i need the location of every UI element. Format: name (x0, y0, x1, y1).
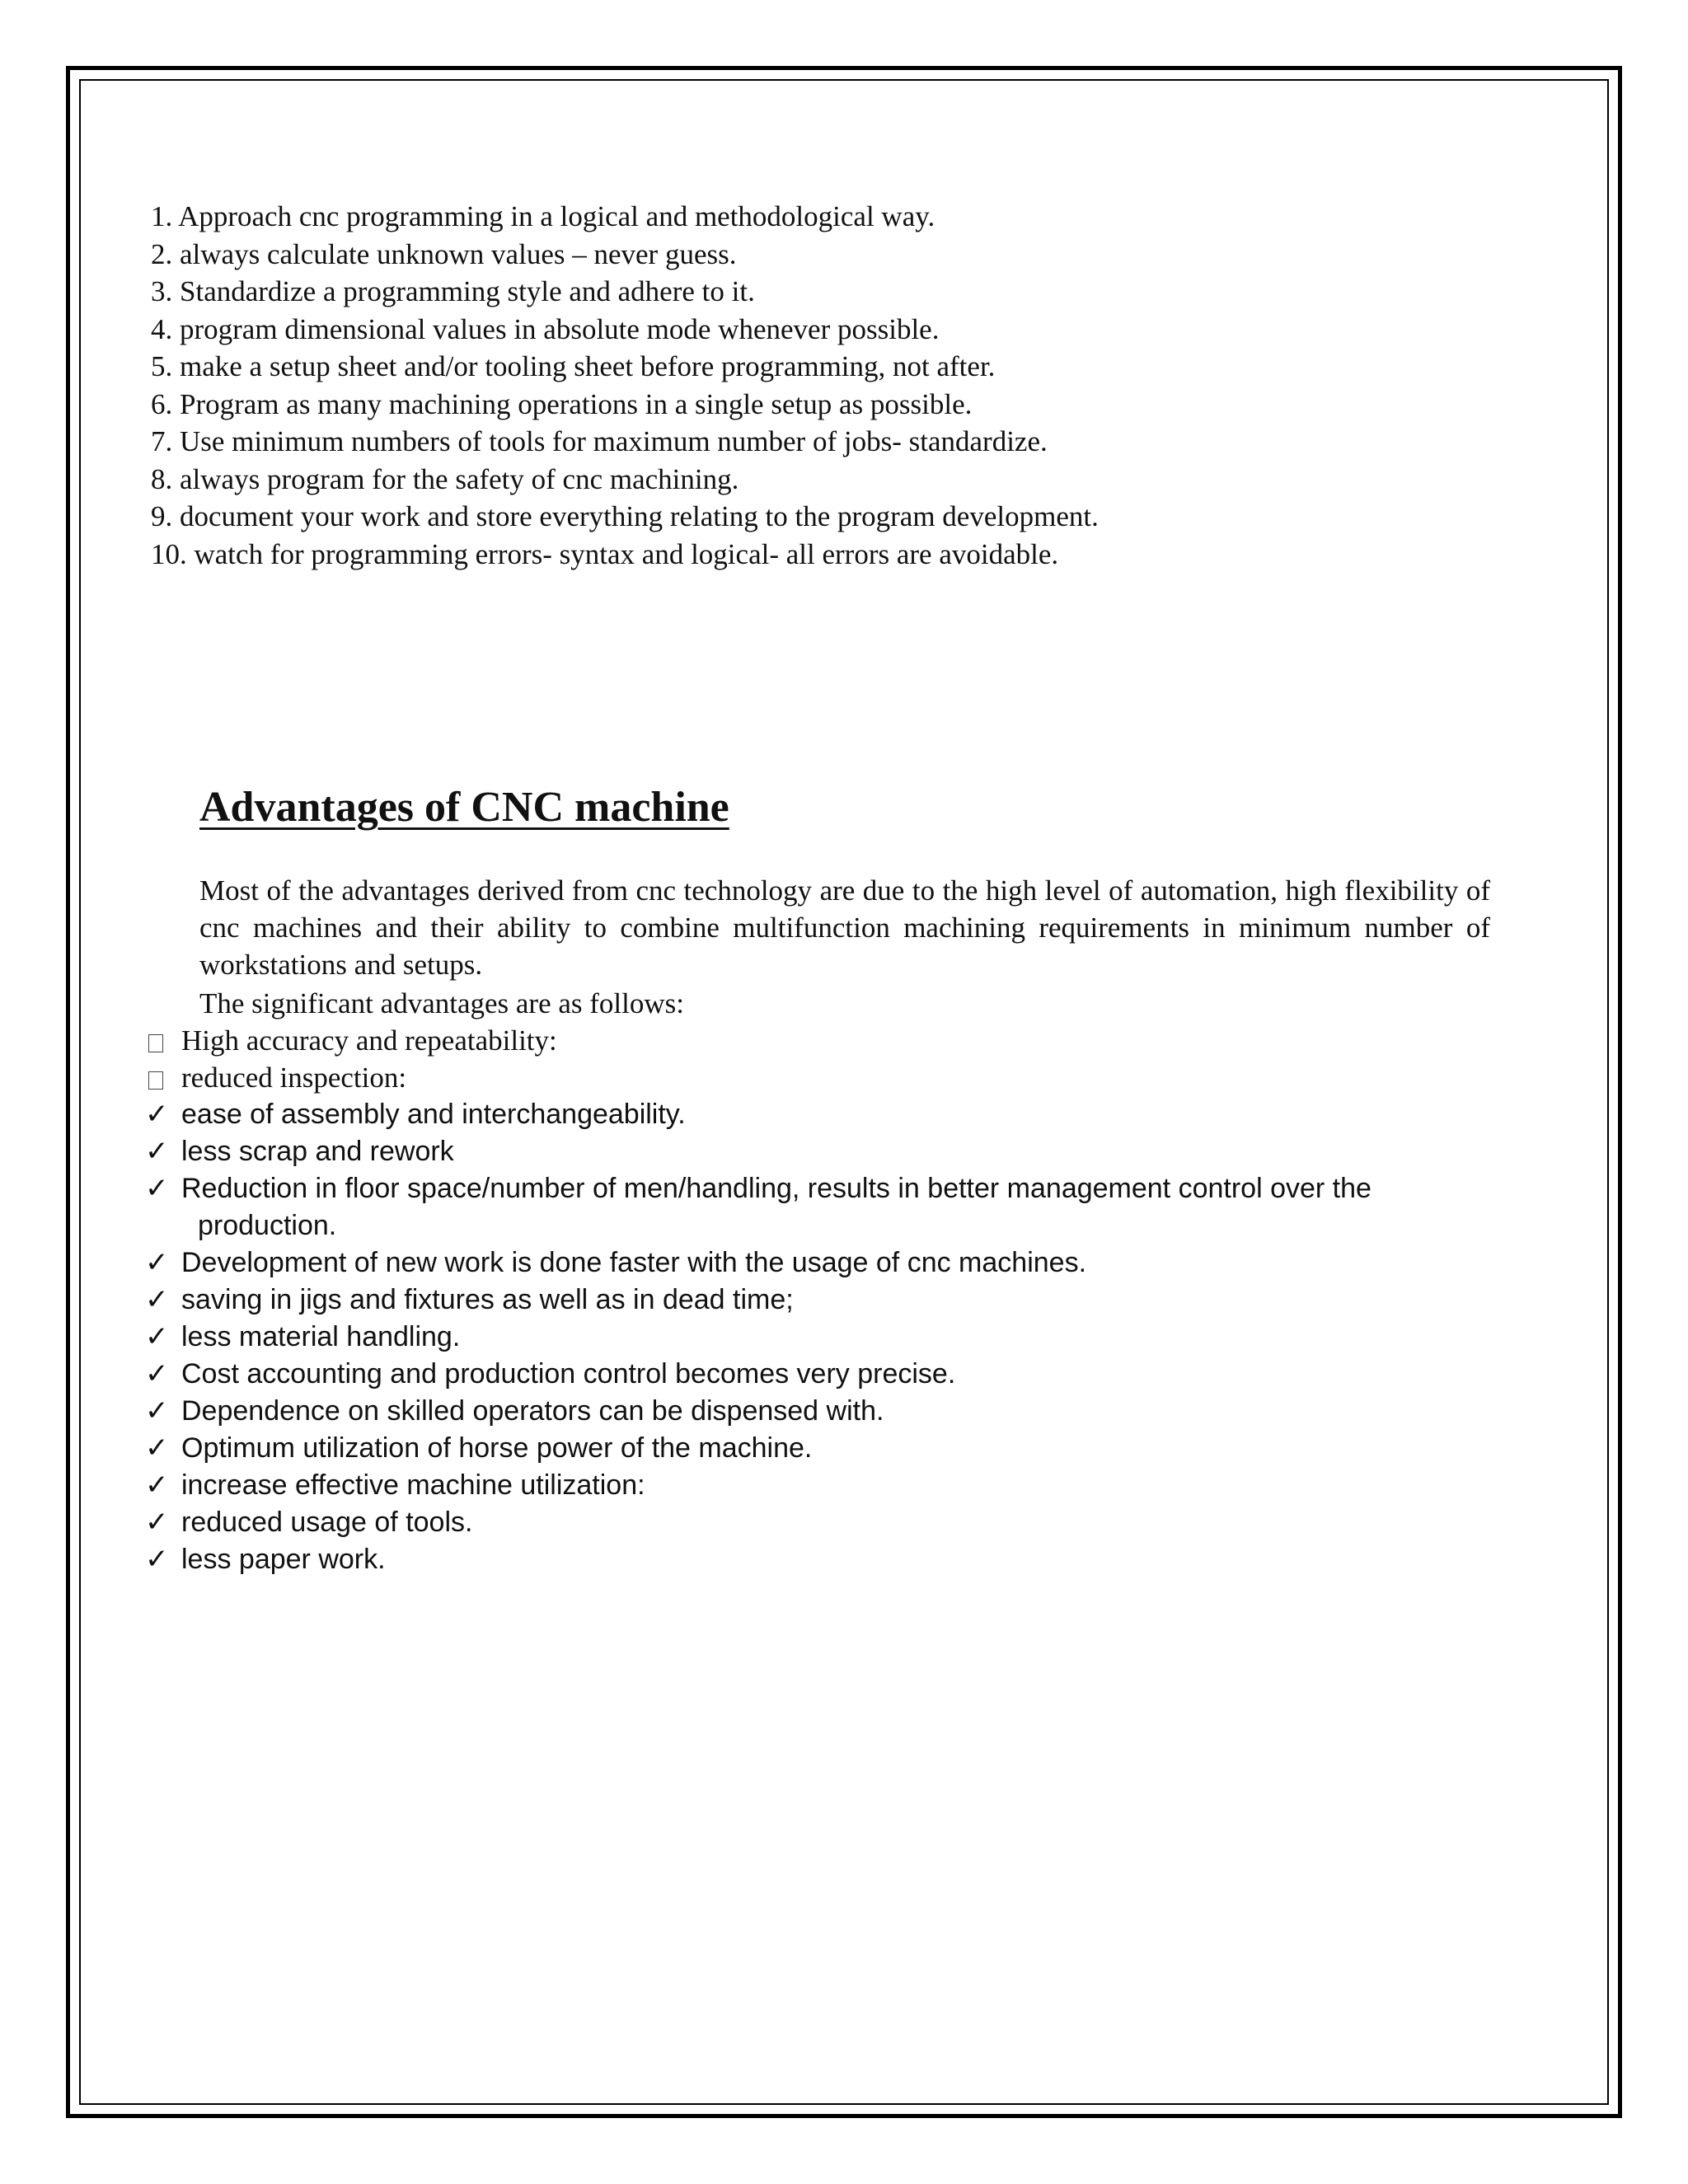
section-intro: Most of the advantages derived from cnc technology are due to the high level of automation, high flexibility of cnc machines and their ability to combine multifunction machining requirements in minimum number of workstations and setups. (199, 874, 1490, 981)
list-item-text: Development of new work is done faster with the usage of cnc machines. (181, 1247, 1087, 1278)
list-item: 8. always program for the safety of cnc machining. (151, 462, 739, 495)
list-item-continuation: production. (198, 1210, 337, 1241)
list-item (145, 1133, 1490, 1170)
checkmark-icon: ✓ (145, 1321, 169, 1352)
list-item-text: Cost accounting and production control becomes very precise. (181, 1358, 956, 1390)
list-item (145, 1504, 1490, 1541)
list-item-text: reduced usage of tools. (181, 1507, 473, 1538)
list-item-text: less paper work. (181, 1544, 386, 1575)
programming-tips-list (151, 198, 1470, 573)
checkmark-icon: ✓ (145, 1395, 169, 1427)
checkmark-icon: ✓ (145, 1136, 169, 1167)
list-item (145, 1022, 1490, 1059)
list-item (145, 1319, 1490, 1356)
list-item (145, 1467, 1490, 1504)
checkmark-icon: ✓ (145, 1173, 169, 1204)
list-item-text: Dependence on skilled operators can be dispensed with. (181, 1395, 884, 1427)
list-item (145, 1096, 1490, 1133)
list-item-text: Reduction in floor space/number of men/handling, results in better management control over the (181, 1173, 1372, 1204)
list-item-text: less scrap and rework (181, 1136, 454, 1167)
list-item (145, 1282, 1490, 1319)
list-item (145, 1244, 1490, 1282)
checkmark-icon: ✓ (145, 1284, 169, 1315)
checkmark-icon: ✓ (145, 1099, 169, 1130)
section-intro-follow: The significant advantages are as follows: (199, 987, 684, 1019)
list-item-text: ease of assembly and interchangeability. (181, 1099, 686, 1130)
list-item (145, 1059, 1490, 1096)
list-item-text: increase effective machine utilization: (181, 1469, 645, 1501)
list-item-text: saving in jigs and fixtures as well as in dead time; (181, 1284, 794, 1315)
list-item (145, 1170, 1490, 1244)
empty-box-icon (145, 1059, 178, 1096)
list-item: 7. Use minimum numbers of tools for maximum number of jobs- standardize. (151, 425, 1048, 457)
list-item: 10. watch for programming errors- syntax and logical- all errors are avoidable. (151, 537, 1059, 570)
list-item: 2. always calculate unknown values – never guess. (151, 237, 737, 270)
checkmark-icon: ✓ (145, 1432, 169, 1464)
list-item-text: High accuracy and repeatability: (181, 1024, 557, 1057)
section-title: Advantages of CNC machine (199, 784, 729, 831)
list-item: 3. Standardize a programming style and adhere to it. (151, 275, 755, 307)
advantages-list (145, 1022, 1490, 1578)
list-item: 5. make a setup sheet and/or tooling sheet before programming, not after. (151, 350, 996, 382)
list-item (145, 1430, 1490, 1467)
list-item (145, 1541, 1490, 1578)
list-item-text: Optimum utilization of horse power of the machine. (181, 1432, 813, 1464)
list-item-text: less material handling. (181, 1321, 461, 1352)
checkmark-icon: ✓ (145, 1358, 169, 1390)
list-item: 9. document your work and store everything relating to the program development. (151, 500, 1099, 532)
checkmark-icon: ✓ (145, 1247, 169, 1278)
list-item-text: reduced inspection: (181, 1062, 407, 1094)
list-item (145, 1393, 1490, 1430)
empty-box-icon (145, 1022, 178, 1059)
checkmark-icon: ✓ (145, 1507, 169, 1538)
checkmark-icon: ✓ (145, 1544, 169, 1575)
list-item: 6. Program as many machining operations in a single setup as possible. (151, 387, 973, 420)
checkmark-icon: ✓ (145, 1469, 169, 1501)
list-item: 1. Approach cnc programming in a logical and methodological way. (151, 200, 935, 232)
list-item: 4. program dimensional values in absolute mode whenever possible. (151, 312, 940, 345)
list-item (145, 1356, 1490, 1393)
